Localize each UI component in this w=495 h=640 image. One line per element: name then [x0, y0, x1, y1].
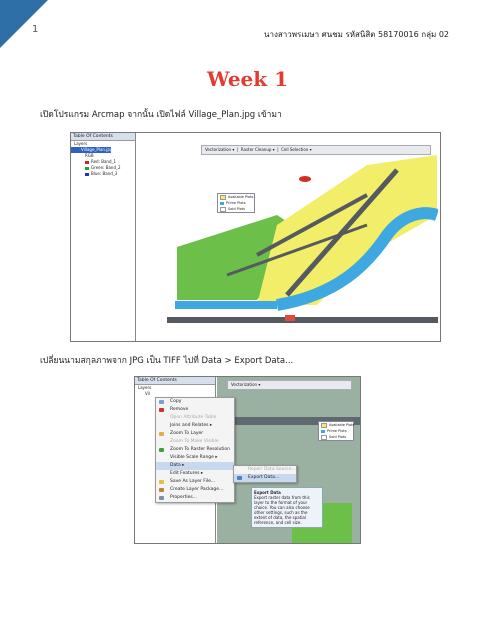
menu-zoom-visible-label: Zoom To Make Visible [170, 439, 219, 444]
menu-create-package[interactable] [156, 486, 234, 494]
menu-zoom-raster[interactable] [156, 446, 234, 454]
map-legend-2 [318, 421, 354, 441]
legend-sold-label: Sold Plots [228, 207, 246, 211]
toc-title-2: Table Of Contents [135, 377, 215, 385]
entrance-marker [285, 315, 295, 321]
blue-swatch [85, 173, 89, 176]
page-title: Week 1 [206, 67, 288, 91]
arcmap-screenshot-1 [70, 132, 441, 342]
menu-zoom-layer[interactable] [156, 430, 234, 438]
submenu-repair [234, 466, 296, 474]
submenu-export-label: Export Data... [248, 475, 280, 480]
toolbar-cell-selection[interactable]: Cell Selection [281, 147, 309, 152]
page-number: 1 [32, 24, 39, 35]
menu-create-package-label: Create Layer Package... [170, 487, 224, 492]
legend2-prime-label: Prime Plots [327, 429, 347, 433]
menu-data-label: Data [170, 463, 181, 468]
zoom-icon [159, 432, 164, 436]
raster-icon [159, 448, 164, 452]
menu-zoom-visible [156, 438, 234, 446]
legend2-available-label: Available Plots [329, 423, 355, 427]
menu-open-attribute-table [156, 414, 234, 422]
toc-band-blue [71, 171, 135, 177]
available-swatch [220, 195, 226, 200]
prime-swatch-2 [321, 430, 325, 433]
menu-properties[interactable] [156, 494, 234, 502]
menu-save-layer-label: Save As Layer File... [170, 479, 216, 484]
menu-joins[interactable]: Joins and Relates ▸ [170, 423, 213, 428]
menu-copy-label: Copy [170, 399, 182, 404]
page-header: นางสาวพรเมษา ศนชม รหัสนิสิต 58170016 กลุ่ม 02 [264, 30, 449, 39]
toolbar-raster-cleanup[interactable]: Raster Cleanup [240, 147, 272, 152]
feature-marker [299, 176, 311, 182]
tooltip-text: Export raster data from this layer to the format of your choice. You can also choose other settings, such as the extent of data, the spatial reference, and cell size. [254, 495, 310, 525]
export-tooltip [251, 487, 323, 528]
village-map [137, 155, 438, 339]
menu-edit-features[interactable]: Edit Features ▸ [170, 471, 204, 476]
menu-attr-label: Open Attribute Table [170, 415, 217, 420]
copy-icon [159, 400, 164, 404]
map-toolbar[interactable]: Vectorization ▾ | Raster Cleanup ▾ | Cell Selection ▾ [201, 145, 431, 155]
package-icon [159, 488, 164, 492]
menu-zoom-raster-label: Zoom To Raster Resolution [170, 447, 231, 452]
toc-rgb: RGB [85, 153, 94, 158]
blue-band-label: Blue: Band_3 [91, 171, 118, 176]
corner-decoration [0, 0, 48, 48]
toolbar-vectorization-2[interactable]: Vectorization [231, 382, 258, 387]
legend-available-label: Available Plots [228, 195, 254, 199]
toc-layer-village-plan[interactable]: Village_Plan.jpg [71, 147, 111, 153]
table-of-contents [71, 133, 136, 341]
red-swatch [85, 161, 89, 164]
toc-title: Table Of Contents [71, 133, 135, 141]
legend-sold [218, 206, 254, 212]
green-swatch [85, 167, 89, 170]
menu-properties-label: Properties... [170, 495, 198, 500]
save-layer-icon [159, 480, 164, 484]
map-toolbar-2[interactable]: Vectorization ▾ [227, 380, 352, 390]
paragraph-1: เปิดโปรแกรม Arcmap จากนั้น เปิดไฟล์ Village_Plan.jpg เข้ามา [40, 110, 282, 120]
sold-swatch-2 [321, 435, 327, 440]
data-submenu [233, 465, 297, 483]
menu-remove-label: Remove [170, 407, 189, 412]
menu-visible-scale[interactable]: Visible Scale Range ▸ [170, 455, 218, 460]
menu-data[interactable]: Data ▸ [156, 462, 234, 470]
menu-copy[interactable] [156, 398, 234, 406]
green-band-label: Green: Band_2 [91, 165, 121, 170]
submenu-export-data[interactable] [234, 474, 296, 482]
menu-joins-label: Joins and Relates [170, 423, 209, 428]
tooltip-title: Export Data [254, 490, 281, 495]
arcmap-screenshot-2 [134, 376, 361, 544]
red-band-label: Red: Band_1 [91, 159, 117, 164]
map-legend [217, 193, 255, 213]
menu-save-layer[interactable] [156, 478, 234, 486]
menu-remove[interactable] [156, 406, 234, 414]
menu-visible-scale-label: Visible Scale Range [170, 455, 214, 460]
legend2-sold-label: Sold Plots [329, 435, 347, 439]
properties-icon [159, 496, 164, 500]
available-swatch-2 [321, 423, 327, 428]
toc-layer-vil[interactable]: Vil [145, 391, 150, 396]
paragraph-2: เปลี่ยนนามสกุลภาพจาก JPG เป็น TIFF ไปที่ Data > Export Data... [40, 356, 294, 366]
export-icon [237, 476, 242, 480]
submenu-repair-label: Repair Data Source... [248, 467, 296, 472]
prime-swatch [220, 202, 224, 205]
remove-icon [159, 408, 164, 412]
toc-layers-2[interactable]: Layers [138, 385, 152, 390]
menu-zoom-layer-label: Zoom To Layer [170, 431, 204, 436]
context-menu [155, 397, 235, 503]
sold-swatch [220, 207, 226, 212]
legend2-sold [319, 434, 353, 440]
toc-layers[interactable]: Layers [74, 141, 88, 146]
toolbar-vectorization[interactable]: Vectorization [205, 147, 232, 152]
menu-edit-features-label: Edit Features [170, 471, 200, 476]
legend-prime-label: Prime Plots [226, 201, 246, 205]
